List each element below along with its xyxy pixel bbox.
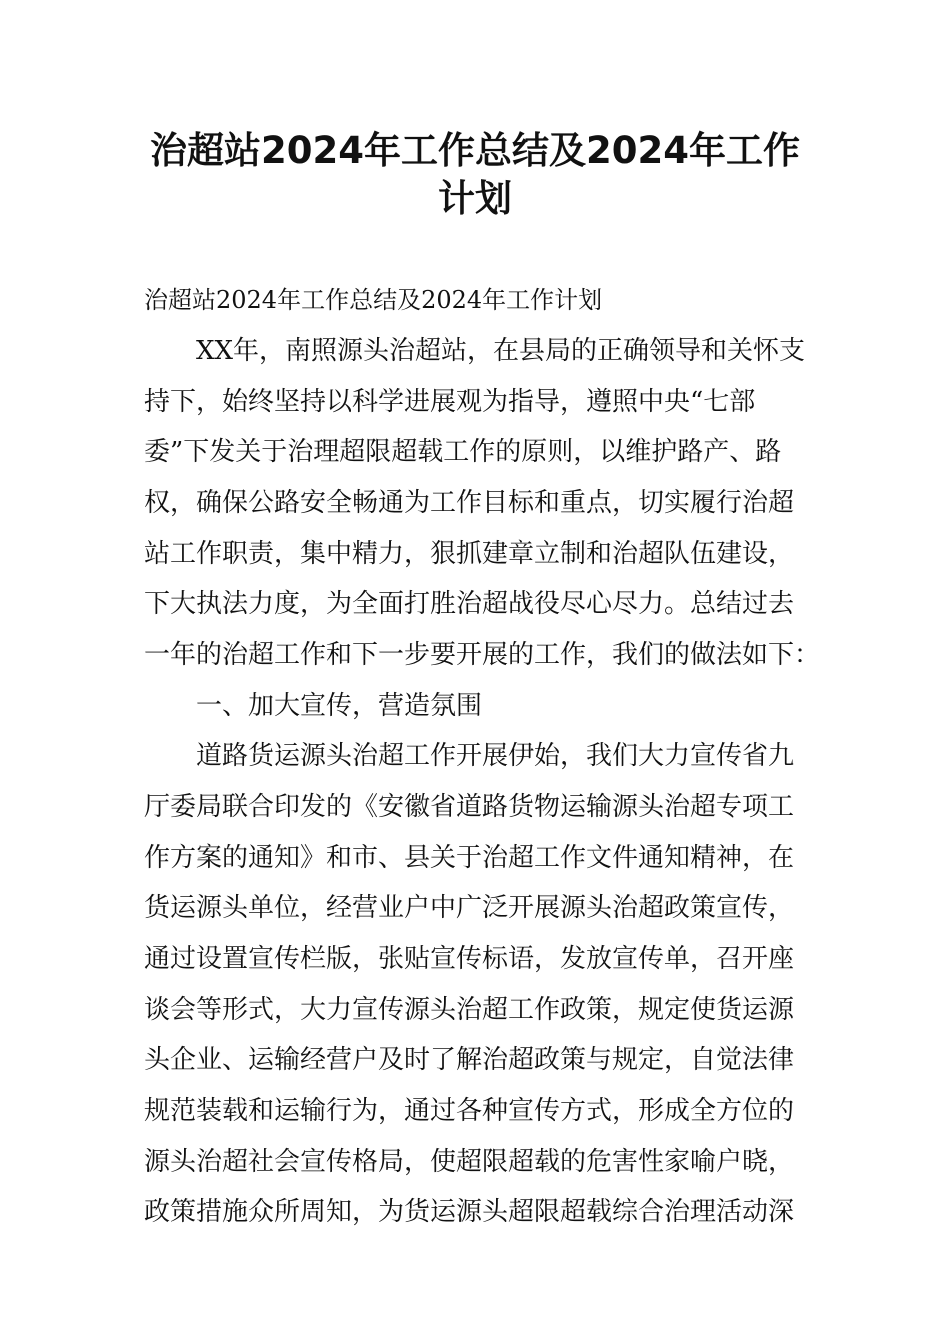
- paragraph-line: 一年的治超工作和下一步要开展的工作，我们的做法如下：: [144, 640, 821, 670]
- paragraph-line: 作方案的通知》和市、县关于治超工作文件通知精神，在: [144, 843, 795, 873]
- paragraph-line: 通过设置宣传栏版，张贴宣传标语，发放宣传单，召开座: [144, 944, 795, 974]
- paragraph-line: 头企业、运输经营户及时了解治超政策与规定，自觉法律: [144, 1045, 795, 1075]
- paragraph-line: 货运源头单位，经营业户中广泛开展源头治超政策宣传，: [144, 893, 795, 923]
- paragraph-line: 源头治超社会宣传格局，使超限超载的危害性家喻户晓，: [144, 1147, 795, 1177]
- paragraph-line: 道路货运源头治超工作开展伊始，我们大力宣传省九: [196, 741, 795, 771]
- paragraph-line: 委”下发关于治理超限超载工作的原则，以维护路产、路: [144, 437, 782, 467]
- paragraph-line: 持下，始终坚持以科学进展观为指导，遵照中央“七部: [144, 387, 756, 417]
- paragraph-line: 政策措施众所周知，为货运源头超限超载综合治理活动深: [144, 1197, 795, 1227]
- paragraph-line: 规范装载和运输行为，通过各种宣传方式，形成全方位的: [144, 1096, 795, 1126]
- paragraph-line: 权，确保公路安全畅通为工作目标和重点，切实履行治超: [144, 488, 795, 518]
- paragraph-line: XX年，南照源头治超站，在县局的正确领导和关怀支: [196, 336, 806, 366]
- document-title-line-2: 计划: [438, 177, 512, 220]
- paragraph-line: 下大执法力度，为全面打胜治超战役尽心尽力。总结过去: [144, 589, 795, 619]
- section-heading: 一、加大宣传，营造氛围: [196, 691, 483, 721]
- paragraph-line: 厅委局联合印发的《安徽省道路货物运输源头治超专项工: [144, 792, 795, 822]
- paragraph-line: 谈会等形式，大力宣传源头治超工作政策，规定使货运源: [144, 995, 795, 1025]
- paragraph-line: 站工作职责，集中精力，狠抓建章立制和治超队伍建设，: [144, 539, 795, 569]
- document-title-line-1: 治超站2024年工作总结及2024年工作: [150, 129, 800, 172]
- document-subtitle: 治超站2024年工作总结及2024年工作计划: [144, 286, 603, 314]
